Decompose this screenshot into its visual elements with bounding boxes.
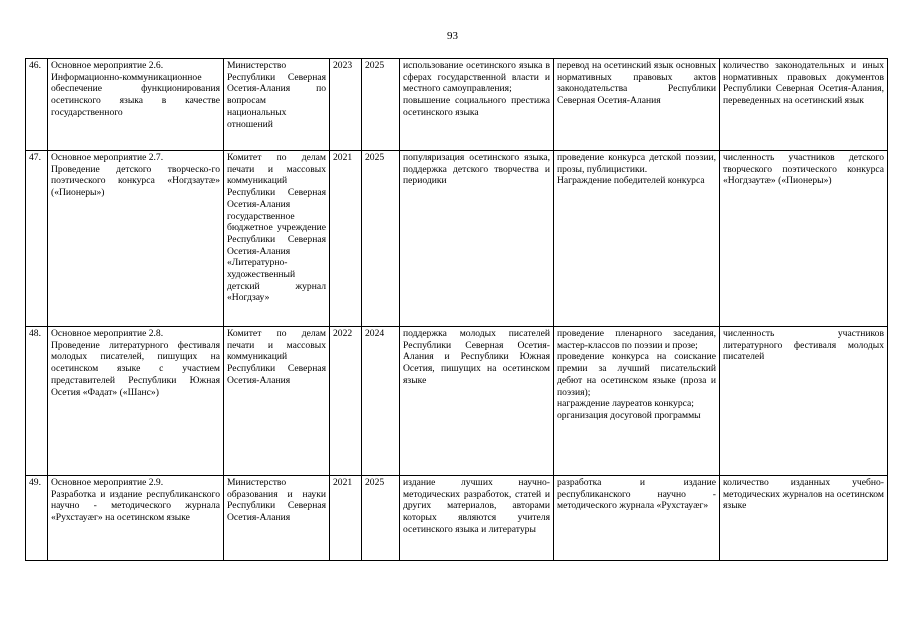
event-name: Основное мероприятие 2.6. Информационно-коммуникационное обеспечение функционирования осетинского языка в качестве государственного [48, 59, 224, 151]
expected-result: использование осетинского языка в сферах государственной власти и местного самоуправления; повышение социального престижа осетинского языка [400, 59, 554, 151]
expected-result: поддержка молодых писателей Республики Северная Осетия-Алания и Республики Южная Осетия, пишущих на осетинском языке [400, 327, 554, 476]
row-number: 49. [26, 476, 48, 561]
executor: Комитет по делам печати и массовых коммуникаций Республики Северная Осетия-Алания государственное бюджетное учреждение Республики Северная Осетия-Алания «Литературно-художественный детский журнал «Ногдзау» [224, 151, 330, 327]
end-year: 2025 [362, 476, 400, 561]
row-number: 46. [26, 59, 48, 151]
executor: Комитет по делам печати и массовых коммуникаций Республики Северная Осетия-Алания [224, 327, 330, 476]
main-actions: разработка и издание республиканского научно - методического журнала «Рухстауæг» [554, 476, 720, 561]
table-row [26, 151, 888, 327]
indicator: численность участников детского творческого поэтического конкурса «Ногдзаутæ» («Пионеры») [720, 151, 888, 327]
event-name: Основное мероприятие 2.9. Разработка и издание республиканского научно - методического журнала «Рухстауæг» на осетинском языке [48, 476, 224, 561]
start-year: 2022 [330, 327, 362, 476]
indicator: численность участников литературного фестиваля молодых писателей [720, 327, 888, 476]
end-year: 2025 [362, 151, 400, 327]
table-row [26, 476, 888, 561]
executor: Министерство Республики Северная Осетия-Алания по вопросам национальных отношений [224, 59, 330, 151]
indicator: количество изданных учебно-методических журналов на осетинском языке [720, 476, 888, 561]
main-actions: проведение конкурса детской поэзии, прозы, публицистики. Награждение победителей конкурса [554, 151, 720, 327]
start-year: 2021 [330, 476, 362, 561]
end-year: 2024 [362, 327, 400, 476]
indicator: количество законодательных и иных нормативных правовых документов Республики Северная Осетия-Алания, переведенных на осетинский язык [720, 59, 888, 151]
event-name: Основное мероприятие 2.8. Проведение литературного фестиваля молодых писателей, пишущих на осетинском языке с участием представителей Республики Южная Осетия «Фадат» («Шанс») [48, 327, 224, 476]
row-number: 47. [26, 151, 48, 327]
start-year: 2023 [330, 59, 362, 151]
main-actions: перевод на осетинский язык основных нормативных правовых актов законодательства Республики Северная Осетия-Алания [554, 59, 720, 151]
main-actions: проведение пленарного заседания, мастер-классов по поэзии и прозе; проведение конкурса на соискание премии за лучший писательский дебют на осетинском языке (проза и поэзия); награждение лауреатов конкурса; организация досуговой программы [554, 327, 720, 476]
page-number: 93 [447, 30, 458, 42]
start-year: 2021 [330, 151, 362, 327]
program-events-table [25, 58, 888, 561]
expected-result: издание лучших научно-методических разработок, статей и других материалов, авторами которых являются учителя осетинского языка и литературы [400, 476, 554, 561]
event-name: Основное мероприятие 2.7. Проведение детского творческо-го поэтического конкурса «Ногдзаутæ» («Пионеры») [48, 151, 224, 327]
table-row [26, 59, 888, 151]
executor: Министерство образования и науки Республики Северная Осетия-Алания [224, 476, 330, 561]
expected-result: популяризация осетинского языка, поддержка детского творчества и периодики [400, 151, 554, 327]
row-number: 48. [26, 327, 48, 476]
table-row [26, 327, 888, 476]
end-year: 2025 [362, 59, 400, 151]
